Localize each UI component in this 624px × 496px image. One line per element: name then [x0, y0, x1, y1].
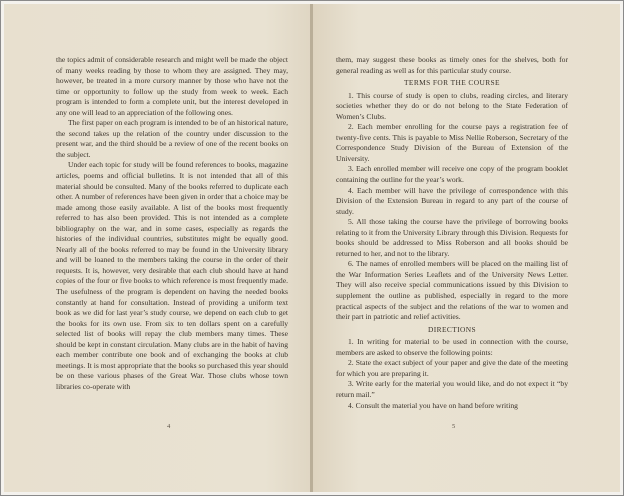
left-page-text — [56, 55, 288, 393]
term-item: 2. Each member enrolling for the course pays a registration fee of twenty-five cents. This is payable to Miss Nellie Roberson, Secretary of the Correspondence Study Division of the Bureau of Extension of the University. — [336, 122, 568, 163]
paragraph: them, may suggest these books as timely ones for the shelves, both for general reading as well as for this particular study course. — [336, 55, 568, 75]
paragraph: the topics admit of considerable research and might well be made the object of many weeks reading by those to whom they are assigned. They may, however, be treated in a more cursory manner by those who have not the time or opportunity to follow up the study from week to week. Each program is intended to form a complete unit, but the interest developed in any one will lead to an appreciation of the following ones. — [56, 55, 288, 117]
page-number: 5 — [452, 423, 456, 430]
left-page — [4, 4, 311, 492]
paragraph: Under each topic for study will be found references to books, magazine articles, poems and official bulletins. It is not intended that all of this material should be consulted. Many of the books referred to duplicate each other. A number of references have been given in order that a choice may be made among those easily available. A list of the books most frequently referred to has also been provided. This is not intended as a complete bibliography on the war, and in some cases, especially as regards the histories of the individual countries, substitutes might be equally good. Nearly all of the books referred to may be found in the University library and will be loaned to the members taking the course in the order of their requests. It is, however, very desirable that each club should have at hand copies of the four or five books to which reference is most frequently made. The usefulness of the program is dependent on having the needed books constantly at hand for consultation. Instead of providing a uniform text book as we did for last year’s study course, we depend on each club to get the books for its own use. From six to ten dollars spent on a carefully selected list of books will repay the club members many times. These should be kept in constant circulation. Many clubs are in the habit of having each member contribute one book and of exchanging the books at club meetings. It is most appropriate that the books so purchased this year should be on these various phases of the Great War. Those clubs whose town libraries co-operate with — [56, 160, 288, 391]
right-page — [313, 4, 620, 492]
section-heading-directions: DIRECTIONS — [428, 324, 476, 334]
term-item: 6. The names of enrolled members will be placed on the mailing list of the War Information Series Leaflets and of the University News Letter. They will also receive special communications issued by this Division to supplement the outline as published, especially in regard to the more practical aspects of the subject and the relations of the war to women and their part in patriotic and relief activities. — [336, 259, 568, 322]
page-number: 4 — [167, 423, 171, 430]
term-item: 3. Each enrolled member will receive one copy of the program booklet containing the outline for the year’s work. — [336, 164, 568, 185]
term-item: 4. Each member will have the privilege of correspondence with this Division of the Extension Bureau in regard to any part of the course of study. — [336, 185, 568, 216]
paragraph: The first paper on each program is intended to be of an historical nature, the second takes up the relation of the country under discussion to the present war, and the third should be a review of one of the recent books on the subject. — [56, 118, 288, 159]
direction-item: 1. In writing for material to be used in connection with the course, members are asked to observe the following points: — [336, 337, 568, 357]
book-spread — [4, 4, 620, 492]
direction-item: 4. Consult the material you have on hand before writing — [348, 400, 518, 410]
term-item: 1. This course of study is open to clubs, reading circles, and literary societies whether they do or do not belong to the State Federation of Women’s Clubs. — [336, 90, 568, 121]
right-page-text — [336, 55, 568, 411]
term-item: 5. All those taking the course have the privilege of borrowing books relating to it from the University Library through this Division. Requests for books should be addressed to Miss Roberson and all books should be returned to her, and not to the library. — [336, 217, 568, 258]
direction-item: 2. State the exact subject of your paper and give the date of the meeting for which you are preparing it. — [336, 358, 568, 378]
section-heading-terms: TERMS FOR THE COURSE — [404, 78, 500, 88]
direction-item: 3. Write early for the material you would like, and do not expect it “by return mail.” — [336, 379, 568, 399]
